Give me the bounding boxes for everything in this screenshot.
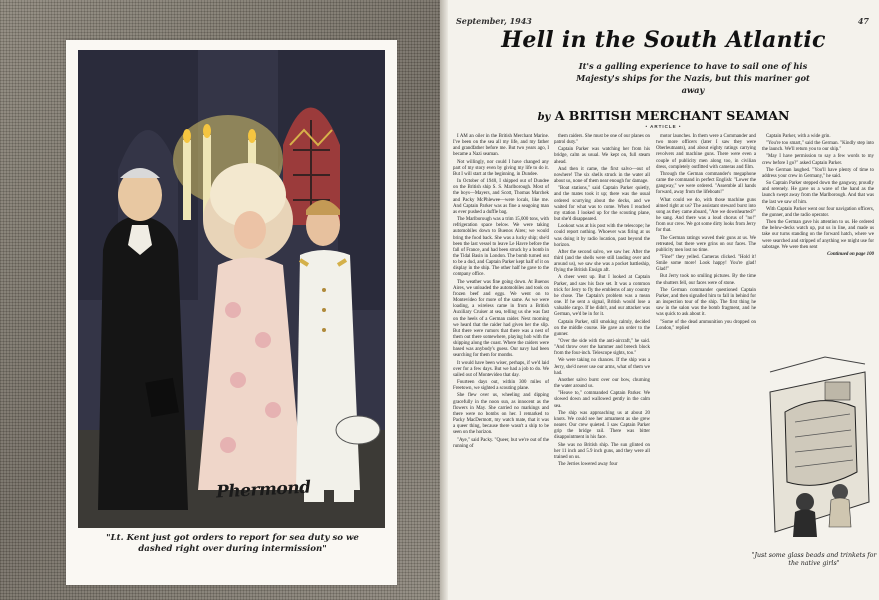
paragraph: Another salvo burst over our bow, churning the water around us. (554, 377, 650, 390)
byline-prefix: by (537, 112, 551, 123)
article-column-4 (762, 134, 874, 344)
paragraph: Not willingly, nor could I have changed any part of my story even by giving my life to do it. But I will start at the beginning, in Dundee. (453, 159, 549, 177)
paragraph: After the second salvo, we saw her. After the third (and the shells were still landing over and around us), we saw she was a pocket battleship, flying the British Ensign aft. (554, 249, 650, 274)
article-column-1 (453, 134, 549, 594)
paragraph: Through the German commander's megaphone came the command in perfect English: "Lower the gangway," we were ordered. "Assemble all hands forward, away from the lifeboats!" (656, 171, 756, 196)
paragraph: She was no British ship. The sun glinted on her 11 inch and 5.9 inch guns, and they were all trained on us. (554, 442, 650, 460)
article-deck: It's a galling experience to have to sail one of his Majesty's ships for the Nazis, but this mariner got away (576, 61, 810, 95)
paragraph: "Aye," said Packy. "Queer, but we're out of the running of (453, 437, 549, 449)
paragraph: "Heave to," commanded Captain Parker. We slowed down and wallowed gently in the calm sea. (554, 391, 650, 409)
right-page (448, 0, 879, 600)
page-gutter (440, 0, 448, 600)
paragraph: Captain Parker was watching her from his bridge, calm as usual. We kept on, full steam ahead. (554, 147, 650, 165)
paragraph: A cheer went up. But I looked at Captain Parker, and saw his face set. It was a common trick for Jerry to fly the emblems of any country he chose. The Captain's problem was a mean one. If he sent a signal, British would lose a valuable cargo. If he didn't, and our attacker was German, we'd be in for it. (554, 275, 650, 318)
article-column-2 (554, 134, 650, 594)
paragraph: The weather was fine going down. At Buenos Aires, we unloaded the automobiles and took on frozen beef and eggs. We went on to Montevideo for more of the same. As we were loading, a wireless came in from a British Auxiliary Cruiser at sea, telling us she was fast on the heels of a German raider. Next morning we heard that the raider had given her the slip. But there were rumors that there was a nest of them out there somewhere, playing hob with the shipping along the coast. Where the raiders were based was anybody's guess. Our navy had been searching for them for months. (453, 279, 549, 359)
article-column-3 (656, 134, 756, 594)
paragraph: "Boat stations," said Captain Parker quietly, and the mates took it up; there was the usual ordered scurrying about the decks, and we waited for what was to come. When I reached my station I looked up for the scouting plane, but she'd disappeared. (554, 186, 650, 223)
paragraph: "Over the side with the anti-aircraft," he said. "And throw over the hammer and breech block from the four-inch. Telescope sights, too." (554, 339, 650, 357)
continued-notice: Continued on page 100 (827, 251, 874, 257)
paragraph: "You're too smart," said the German. "Kindly step into the launch. We'll return you to our ship." (762, 141, 874, 153)
paragraph: We were taking no chances. If the ship was a Jerry, she'd never use our arms, what of them we had. (554, 358, 650, 376)
wedding-cartoon-illustration (78, 50, 385, 528)
illustration-caption: "Just some glass beads and trinkets for the native girls" (751, 552, 877, 567)
paragraph: I AM an oiler in the British Merchant Marine. I've been on the sea all my life, and my father and grandfather before me. But two years ago, I became a Nazi seaman. (453, 134, 549, 158)
paragraph: Captain Parker, still smoking calmly, decided on the middle course. He gave an order to the gunner. (554, 319, 650, 337)
paragraph: The Jerries lowered away four (558, 461, 618, 467)
page-number: 47 (857, 16, 869, 26)
cartoon-frame (66, 40, 397, 585)
paragraph: But Jerry took no smiling pictures. By the time the shutters fell, our faces were of stone. (656, 274, 756, 286)
paragraph: With Captain Parker went our four navigation officers, the gunner, and the radio operator. (762, 206, 874, 218)
paragraph: "Some of the dead ammunition you dropped on London," replied (656, 319, 756, 331)
paragraph: them raiders. She must be one of our planes on patrol duty." (554, 134, 650, 146)
byline-author: A BRITISH MERCHANT SEAMAN (554, 108, 790, 123)
paragraph: The German ratings waved their guns at us. We retreated, but there were grins on our faces. The publicity men lost no time. (656, 235, 756, 253)
paragraph: The Marlborough was a trim 15,000 tons, with refrigeration space below. We were taking automobiles down to Buenos Aires; we would bring the food back. She was a lucky ship; she'd been the last vessel to leave Le Havre before the fall of France, and had been struck by a bomb in the Tidal Basin in London. The bomb turned out to be a dud, and Captain Parker kept half of it on display in the ship. The other half he gave to the company office. (453, 217, 549, 278)
paragraph: What could we do, with those machine guns aimed right at us? The assistant steward burst into song as they came aboard, "Are we downhearted?" he sang. And there was a loud chorus of "no!" from our crew. We got some dirty looks from Jerry for that. (656, 197, 756, 234)
paragraph: It would have been wiser, perhaps, if we'd laid over for a few days. But we had a job to do. We sailed out of Montevideo that day. (453, 360, 549, 378)
paragraph: So Captain Parker stepped down the gangway, proudly and serenely. He gave us a wave of the hand as the launch swept away from the Marlborough. And that was the last we saw of him. (762, 181, 874, 205)
paragraph: The German commander questioned Captain Parker, and then signalled him to fall in behind for an inspection tour of the ship. The first thing he saw in the salon was the bomb fragment, and he was quick to ask about it. (656, 287, 756, 318)
paragraph: She flew over us, wheeling and dipping gracefully in the noon sun, as innocent as the flowers in May. She carried no markings and there were no bombs on her. I remarked to Packy MacDermott, my watch mate, that it was a queer thing, because there wasn't a ship to be seen on the horizon. (453, 393, 549, 436)
issue-date: September, 1943 (456, 16, 532, 26)
paragraph: The ship was approaching us at about 20 knots. We could see her armament as she grew nearer. Our crew quieted. I saw Captain Parker grip the bridge rail. There was bitter disappointment in his face. (554, 410, 650, 441)
article-headline: Hell in the South Atlantic (501, 27, 826, 53)
paragraph: motor launches. In them were a Commander and two more officers (later I saw they were Oberleutnants), and about eighty ratings carrying revolvers and machine guns. There were even a couple of publicity men along too, in civilian dress, completely outfitted with cameras and film. (656, 134, 756, 170)
artist-signature: Phermond (215, 477, 311, 503)
paragraph: Lookout was at his post with the telescope; he could report nothing. Whoever was firing at us was doing it by radio location, past beyond the horizon. (554, 224, 650, 248)
paragraph: Fourteen days out, within 300 miles of Freetown, we sighted a scouting plane. (453, 380, 549, 392)
paragraph: "May I have permission to say a few words to my crew before I go?" asked Captain Parker. (762, 154, 874, 166)
article-byline (448, 108, 879, 123)
paragraph: Then the German gave his attention to us. He ordered the below-decks watch up, put us in line, and made us take our turns standing on the forward hatch, where we were searched and stripped of anything we might use for sabotage. We were then sent (762, 220, 874, 250)
paragraph: "Fine!" they yelled. Cameras clicked. "Hold it! Smile some more! Look happy! You're glad! Glad!" (656, 254, 756, 273)
article-kicker: • ARTICLE • (645, 124, 682, 129)
paragraph: Captain Parker, with a wide grin. (766, 134, 831, 139)
paragraph: And then it came, the first salvo—out of nowhere! The six shells struck in the water all about us, none of them near enough for damage. (554, 166, 650, 185)
ship-deck-illustration (765, 352, 873, 552)
paragraph: The German laughed. "You'll have plenty of time to address your crew in Germany," he said. (762, 167, 874, 179)
cartoon-caption: "Lt. Kent just got orders to report for sea duty so we dashed right over during intermission" (106, 533, 359, 554)
paragraph: In October of 1940, I shipped out of Dundee on the British ship S. S. Marlborough. Most of the boys—Mayers, and Scott, Thomas Marchek and Packy McPhlewee—were locals, like me. And Captain Parker was as fine a seagoing man as ever pushed a duffle bag. (453, 179, 549, 215)
